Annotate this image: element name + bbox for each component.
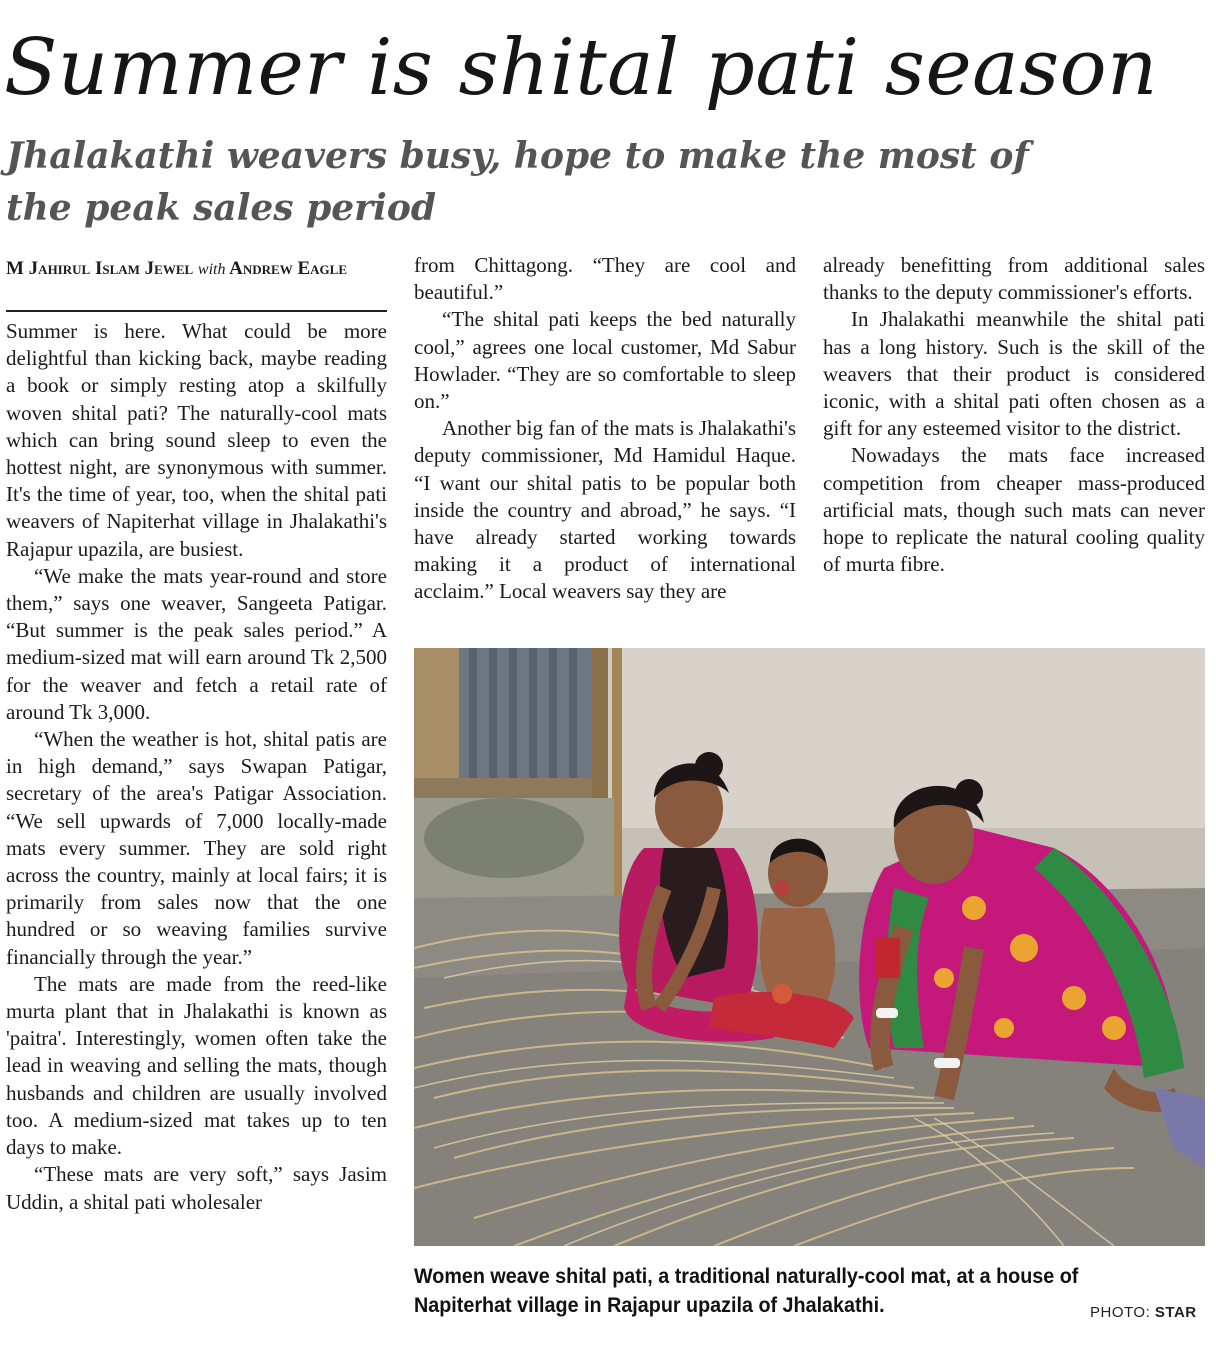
article-column-2 — [414, 252, 796, 606]
article-column-1 — [6, 318, 387, 1216]
paragraph: “We make the mats year-round and store them,” says one weaver, Sangeeta Patigar. “But summer is the peak sales period.” A medium-sized mat will earn around Tk 2,500 for the weaver and fetch a retail rate of around Tk 3,000. — [6, 563, 387, 724]
subheadline: Jhalakathi weavers busy, hope to make the most of the peak sales period — [6, 135, 1029, 229]
headline: Summer is shital pati season — [4, 23, 1158, 113]
paragraph: “These mats are very soft,” says Jasim Uddin, a shital pati wholesaler — [6, 1162, 387, 1214]
paragraph: Another big fan of the mats is Jhalakathi's deputy commissioner, Md Hamidul Haque. “I want our shital patis to be popular both inside the country and abroad,” he says. “I have already started working towards making it a product of international acclaim.” Local weavers say they are — [414, 416, 796, 604]
weaving-scene-illustration — [414, 648, 1205, 1246]
paragraph: In Jhalakathi meanwhile the shital pati has a long history. Such is the skill of the weavers that their product is considered iconic, with a shital pati often chosen as a gift for any esteemed visitor to the district. — [823, 307, 1205, 441]
byline-joiner: with — [197, 261, 226, 278]
byline-coauthor: Andrew Eagle — [229, 258, 347, 279]
paragraph: “When the weather is hot, shital patis are in high demand,” says Swapan Patigar, secretary of the area's Patigar Association. “We sell upwards of 7,000 locally-made mats every summer. They are sold right across the country, mainly at local fairs; it is primarily from sales now that the one hundred or so weaving families survive financially through the year.” — [6, 727, 387, 969]
photo-credit-source: STAR — [1154, 1304, 1197, 1321]
paragraph: Summer is here. What could be more delightful than kicking back, maybe reading a book or simply resting atop a skilfully woven shital pati? The naturally-cool mats which can bring sound sleep to even the hottest night, are synonymous with summer. It's the time of year, too, when the shital pati weavers of Napiterhat village in Jhalakathi's Rajapur upazila, are busiest. — [6, 319, 387, 561]
byline-author: M Jahirul Islam Jewel — [6, 258, 194, 279]
paragraph: The mats are made from the reed-like murta plant that in Jhalakathi is known as 'paitra'. Interestingly, women often take the lead in weaving and selling the mats, though husbands and children are usually involved too. A medium-sized mat takes up to ten days to make. — [6, 971, 387, 1160]
photo-credit — [1090, 1304, 1197, 1321]
byline-rule — [6, 310, 387, 312]
article-photo — [414, 648, 1205, 1246]
paragraph: Nowadays the mats face increased competition from cheaper mass-produced artificial mats, though such mats can never hope to replicate the natural cooling quality of murta fibre. — [823, 443, 1205, 577]
photo-caption: Women weave shital pati, a traditional naturally-cool mat, at a house of Napiterhat village in Rajapur upazila of Jhalakathi. — [414, 1265, 1079, 1317]
paragraph: from Chittagong. “They are cool and beautiful.” — [414, 253, 796, 305]
byline — [6, 258, 386, 281]
paragraph: already benefitting from additional sales thanks to the deputy commissioner's efforts. — [823, 253, 1205, 305]
article-column-3 — [823, 252, 1205, 578]
photo-credit-label: PHOTO: — [1090, 1304, 1151, 1321]
paragraph: “The shital pati keeps the bed naturally cool,” agrees one local customer, Md Sabur Howlader. “They are so comfortable to sleep on.” — [414, 307, 796, 414]
